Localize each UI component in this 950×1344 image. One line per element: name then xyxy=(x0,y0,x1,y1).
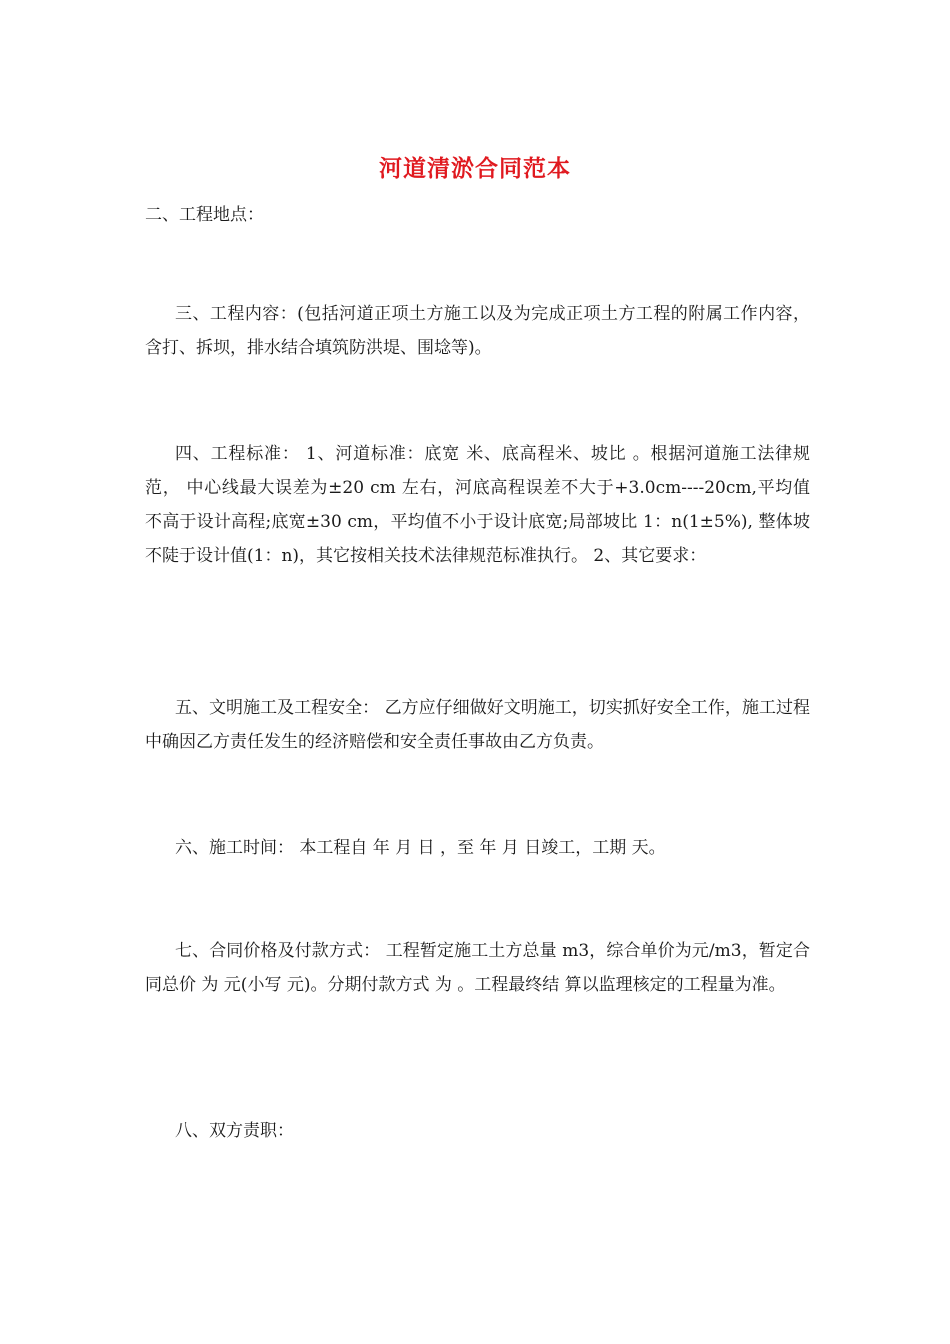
section-construction-time: 六、施工时间： 本工程自 年 月 日 ，至 年 月 日竣工，工期 天。 xyxy=(175,838,666,858)
section-project-standards: 四、工程标准： 1、河道标准：底宽 米、底高程米、坡比 。根据河道施工法律规范， 中心线最大误差为±20 cm 左右，河底高程误差不大于+3.0cm----20cm,平均值 不高于设计高程;底宽±30 cm，平均值不小于设计底宽;局部坡比 1：n(1±5%), 整体坡不陡于设计值(1：n)，其它按相关技术法律规范标准执行。 2、其它要求： xyxy=(145,444,810,566)
document-title: 河道清淤合同范本 xyxy=(379,155,571,182)
section-civilized-construction-safety: 五、文明施工及工程安全： 乙方应仔细做好文明施工，切实抓好安全工作，施工过程中确因乙方责任发生的经济赔偿和安全责任事故由乙方负责。 xyxy=(145,698,810,752)
section-party-responsibilities: 八、双方责职： xyxy=(175,1121,294,1141)
section-project-location: 二、工程地点： xyxy=(145,205,264,225)
section-project-content: 三、工程内容：(包括河道正项土方施工以及为完成正项土方工程的附属工作内容，含打、拆坝，排水结合填筑防洪堤、围埝等)。 xyxy=(145,304,810,358)
section-contract-price-payment: 七、合同价格及付款方式： 工程暂定施工土方总量 m3，综合单价为元/m3，暂定合同总价 为 元(小写 元)。分期付款方式 为 。工程最终结 算以监理核定的工程量为准。 xyxy=(145,941,810,995)
